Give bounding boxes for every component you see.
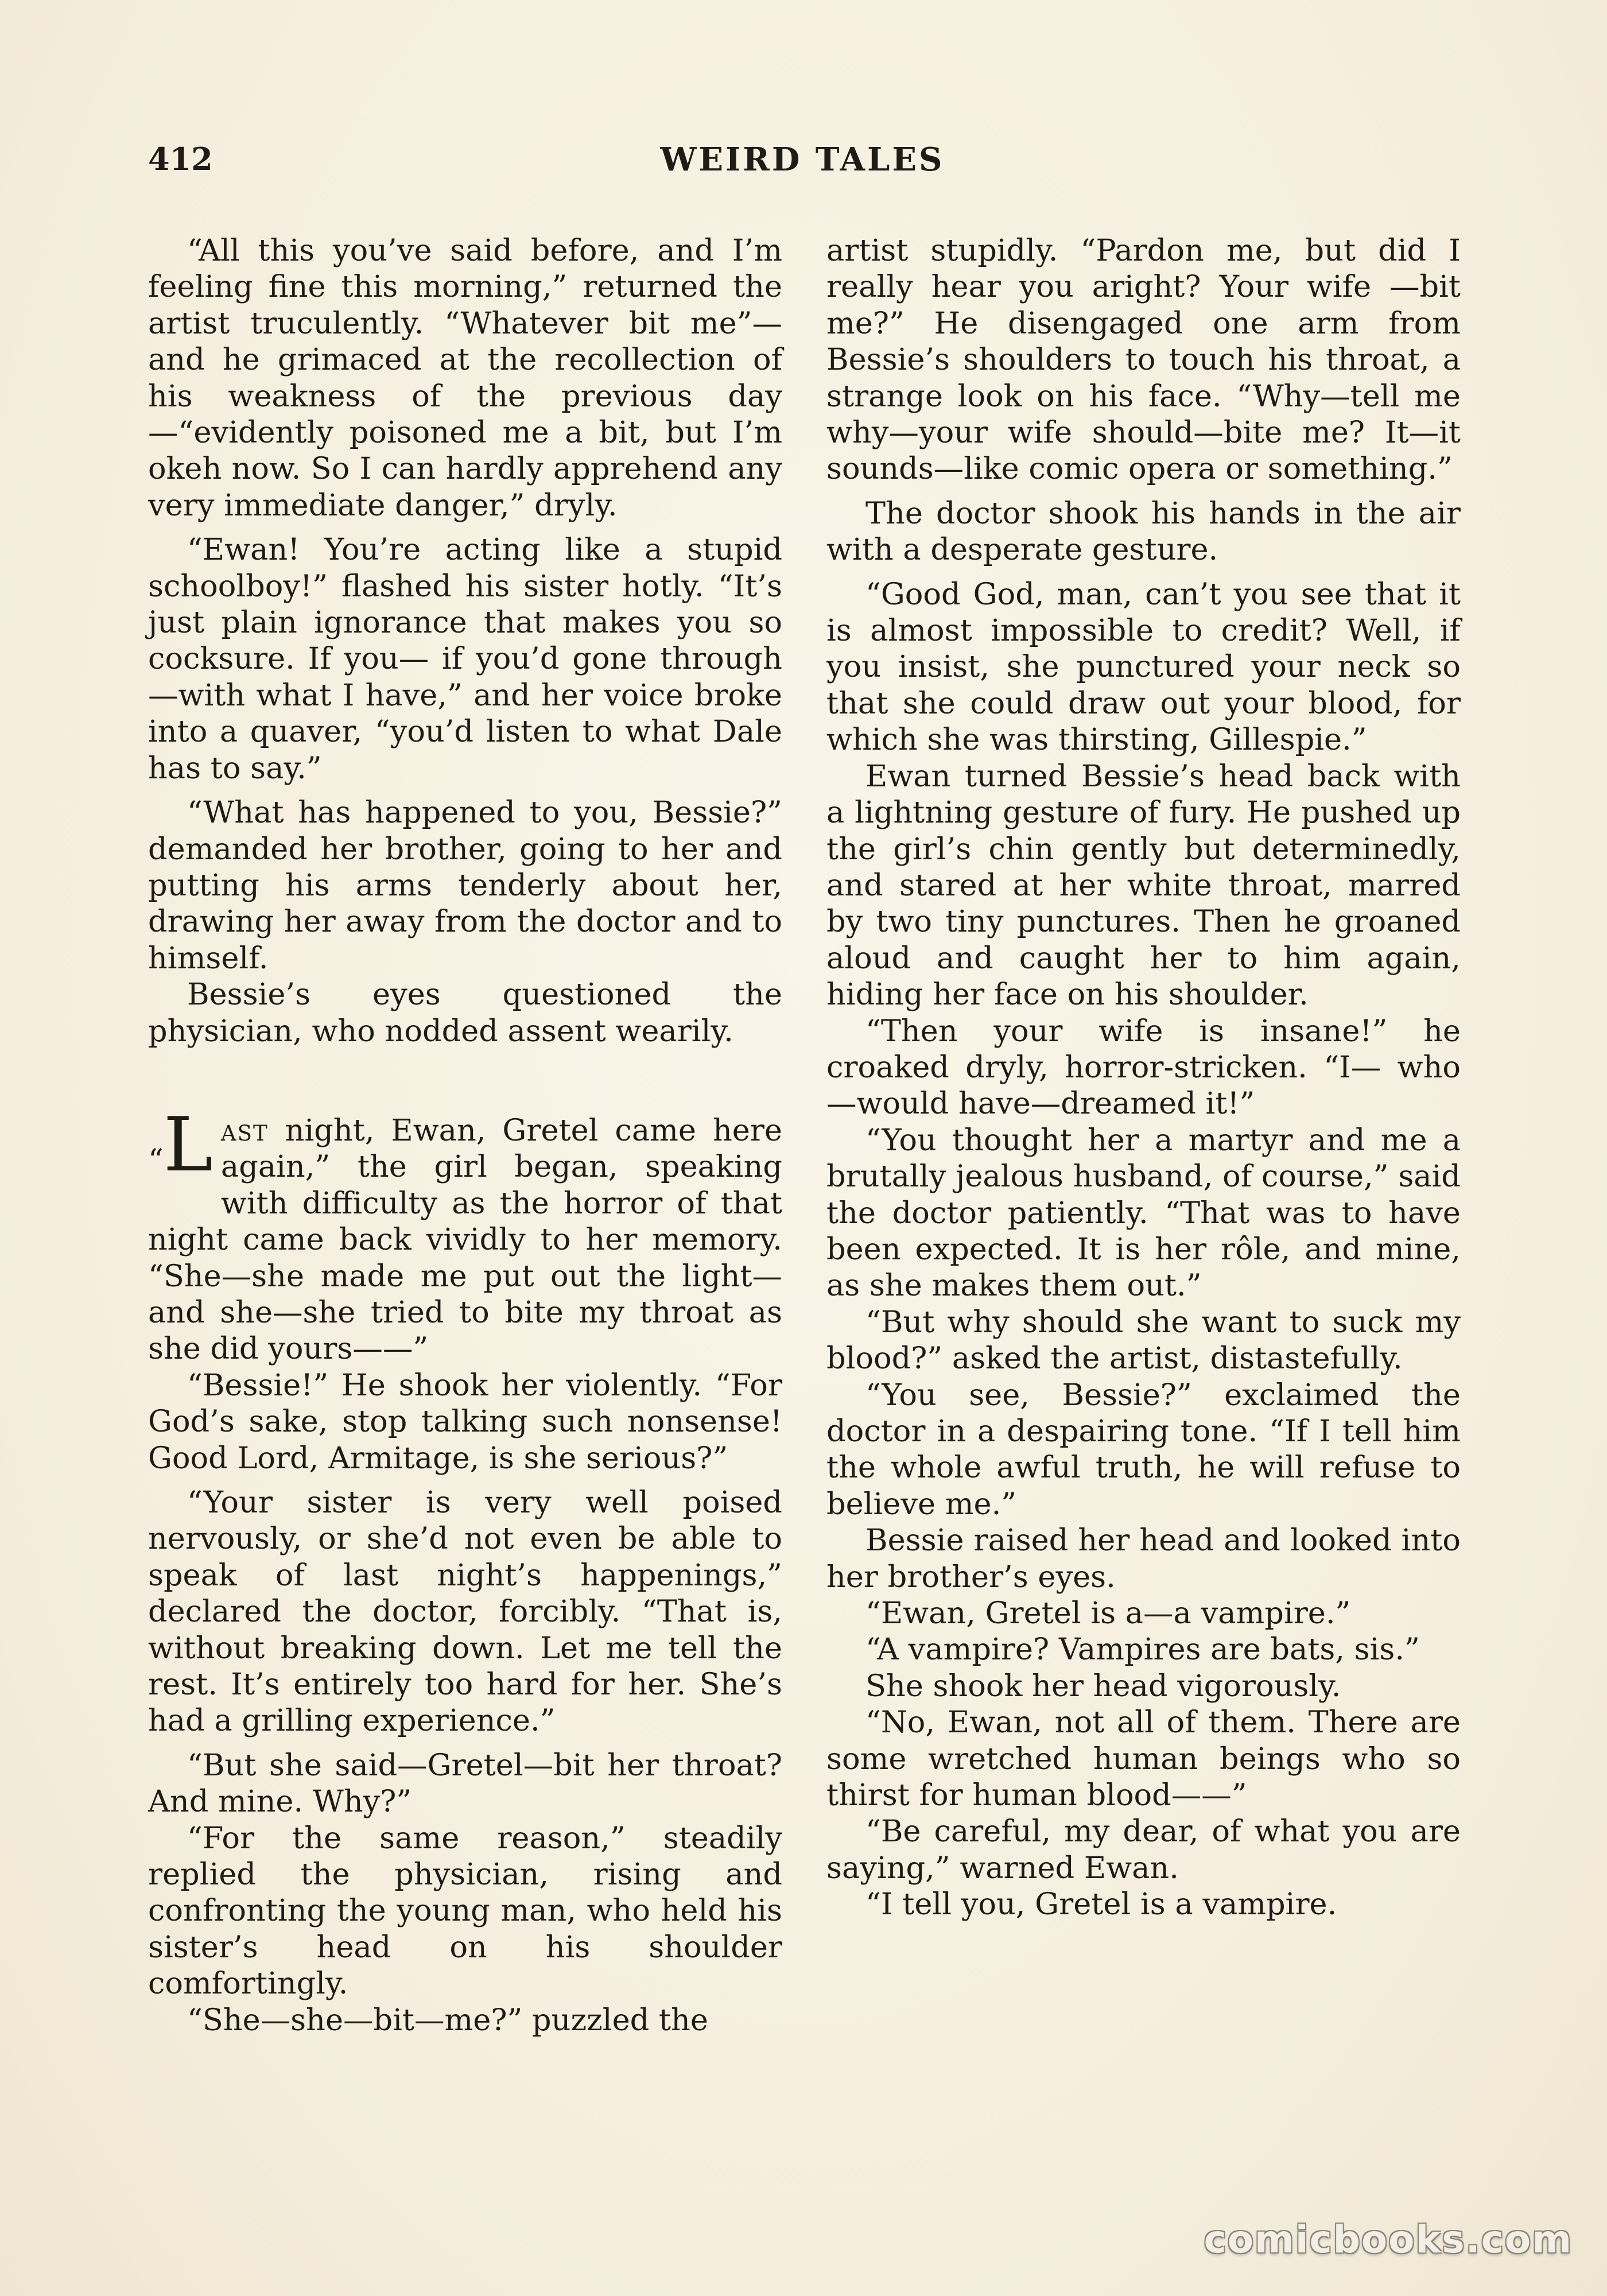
paragraph: “But she said—Gretel—bit her throat? And mine. Why?” xyxy=(148,1747,782,1820)
paragraph: “You see, Bessie?” exclaimed the doctor in a despairing tone. “If I tell him the whole awful truth, he will refuse to believe me.” xyxy=(826,1377,1461,1522)
small-caps-text: ast xyxy=(220,1112,269,1148)
page-header xyxy=(148,141,1457,187)
paragraph: She shook her head vigorously. xyxy=(865,1668,1341,1704)
paragraph: “Then your wife is insane!” he croaked dryly, horror-stricken. “I— who—would have—dreamed it!” xyxy=(826,1013,1461,1122)
paragraph: “She—she—bit—me?” puzzled the xyxy=(187,2002,708,2038)
paragraph: “Ewan, Gretel is a—a vampire.” xyxy=(865,1596,1351,1631)
paragraph-text: night, Ewan, Gretel came here again,” the girl began, speaking with difficulty as the horror of that night came back vividly to her memory. “She—she made me put out the light—and she—she tried to bite my throat as she did yours——” xyxy=(148,1112,782,1367)
paragraph: “Your sister is very well poised nervously, or she’d not even be able to speak of last night’s happenings,” declared the doctor, forcibly. “That is, without breaking down. Let me tell the rest. It’s entirely too hard for her. She’s had a grilling experience.” xyxy=(148,1485,782,1739)
paragraph: “You thought her a martyr and me a brutally jealous husband, of course,” said the doctor patiently. “That was to have been expected. It is her rôle, and mine, as she makes them out.” xyxy=(826,1122,1461,1304)
paragraph: artist stupidly. “Pardon me, but did I really hear you aright? Your wife —bit me?” He disengaged one arm from Bessie’s shoulders to touch his throat, a strange look on his face. “Why—tell me why—your wife should—bite me? It—it sounds—like comic opera or something.” xyxy=(826,233,1461,487)
paragraph: “Bessie!” He shook her violently. “For God’s sake, stop talking such nonsense! Good Lord, Armitage, is she serious?” xyxy=(148,1367,782,1476)
paragraph: “For the same reason,” steadily replied the physician, rising and confronting the young man, who held his sister’s head on his shoulder comfortingly. xyxy=(148,1820,782,2002)
paragraph: “But why should she want to suck my blood?” asked the artist, distastefully. xyxy=(826,1304,1461,1376)
paragraph: “No, Ewan, not all of them. There are some wretched human beings who so thirst for human blood——” xyxy=(826,1705,1461,1813)
paragraph: “Good God, man, can’t you see that it is almost impossible to credit? Well, if you insist, she punctured your neck so that she could draw out your blood, for which she was thirsting, Gillespie.” xyxy=(826,576,1461,758)
section-start-paragraph xyxy=(148,1100,782,1367)
paragraph: “A vampire? Vampires are bats, sis.” xyxy=(865,1632,1420,1667)
page-number: 412 xyxy=(148,141,213,177)
paragraph: Ewan turned Bessie’s head back with a lightning gesture of fury. He pushed up the girl’s chin gently but determinedly, and stared at her white throat, marred by two tiny punctures. Then he groaned aloud and caught her to him again, hiding her face on his shoulder. xyxy=(826,758,1461,1013)
paragraph: “Be careful, my dear, of what you are saying,” warned Ewan. xyxy=(826,1814,1461,1886)
paragraph: “I tell you, Gretel is a vampire. xyxy=(865,1887,1337,1922)
paragraph: “All this you’ve said before, and I’m feeling fine this morning,” returned the artist truculently. “Whatever bit me”—and he grimaced at the recollection of his weakness of the previous day—“evidently poisoned me a bit, but I’m okeh now. So I can hardly apprehend any very immediate danger,” dryly. xyxy=(148,233,782,523)
paragraph: Bessie raised her head and looked into her brother’s eyes. xyxy=(826,1523,1461,1595)
paragraph: “What has happened to you, Bessie?” demanded her brother, going to her and putting his arms tenderly about her, drawing her away from the doctor and to himself. xyxy=(148,795,782,976)
drop-cap-letter: L xyxy=(163,1100,213,1188)
drop-cap xyxy=(148,1100,213,1190)
paragraph: The doctor shook his hands in the air with a desperate gesture. xyxy=(826,495,1461,568)
watermark-logo: comicbooks.com xyxy=(1204,2217,1573,2262)
running-title: WEIRD TALES xyxy=(660,141,945,179)
right-column xyxy=(826,232,1461,1923)
left-column xyxy=(148,232,782,2038)
paragraph: Bessie’s eyes questioned the physician, who nodded assent wearily. xyxy=(148,977,782,1049)
drop-cap-quote: “ xyxy=(148,1143,164,1178)
paragraph: “Ewan! You’re acting like a stupid schoolboy!” flashed his sister hotly. “It’s just plain ignorance that makes you so cocksure. If you— if you’d gone through—with what I have,” and her voice broke into a quaver, “you’d listen to what Dale has to say.” xyxy=(148,532,782,786)
